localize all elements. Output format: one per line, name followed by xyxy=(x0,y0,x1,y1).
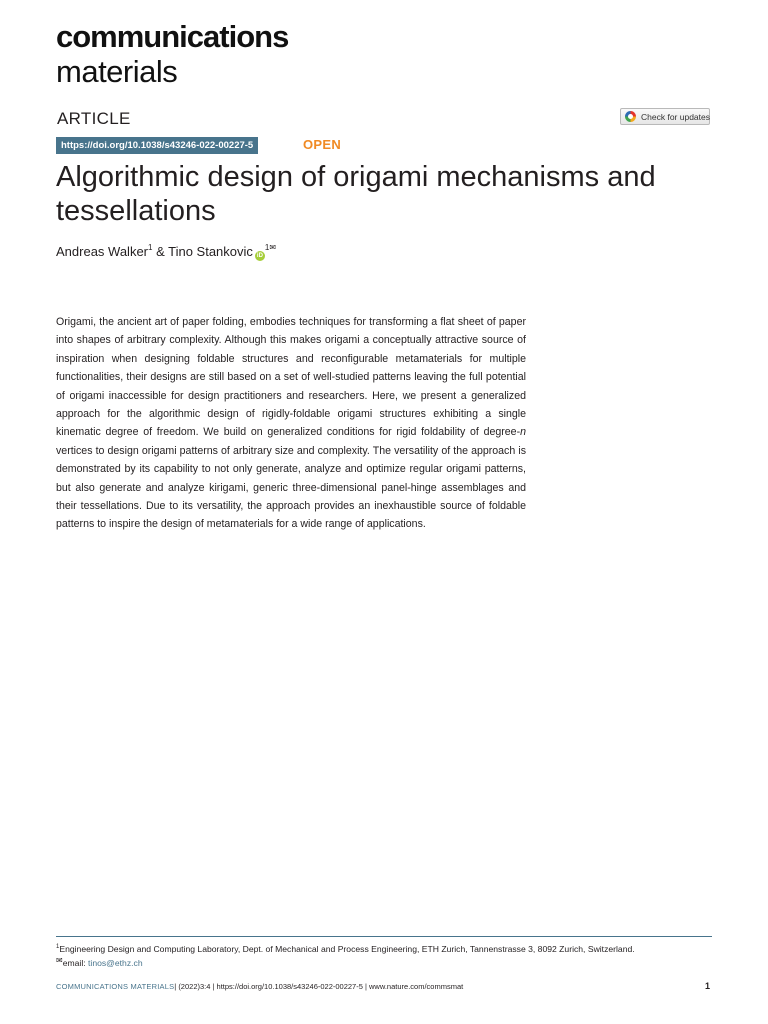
page-number: 1 xyxy=(705,981,711,991)
affiliation-text: Engineering Design and Computing Laboratory, Dept. of Mechanical and Process Engineering, ETH Zurich, Tannenstrasse 3, 8092 Zurich, Switzerland. xyxy=(59,944,635,954)
affiliation-footnote xyxy=(56,941,716,955)
abstract-italic-n: n xyxy=(520,426,526,439)
author-separator: & xyxy=(152,244,169,259)
footer-citation: | (2022)3:4 | https://doi.org/10.1038/s43246-022-00227-5 | www.nature.com/commsmat xyxy=(174,982,464,991)
check-for-updates-label: Check for updates xyxy=(641,111,710,122)
author-list xyxy=(56,243,276,261)
doi-badge-link[interactable]: https://doi.org/10.1038/s43246-022-00227-5 xyxy=(56,137,258,154)
orcid-icon[interactable]: iD xyxy=(256,253,263,259)
email-label: email: xyxy=(62,958,89,968)
email-footnote xyxy=(56,955,716,969)
open-access-label: OPEN xyxy=(303,137,342,152)
affiliation-footnote-marker: 1 xyxy=(56,944,60,950)
author-name[interactable]: Andreas Walker xyxy=(56,244,148,259)
affiliation-marker: 1 xyxy=(264,243,270,252)
journal-name-line2: materials xyxy=(56,54,178,89)
article-type-label: ARTICLE xyxy=(57,109,131,128)
crossmark-icon xyxy=(625,111,636,122)
footnote-divider xyxy=(56,936,712,937)
running-footer xyxy=(56,982,463,991)
abstract-part: Origami, the ancient art of paper folding, embodies techniques for transforming a flat sheet of paper into shapes of arbitrary complexity. Although this makes origami a conceptually attractive source of inspiration when designing foldable structures and reconfigurable metamaterials for multiple functionalities, their designs are still based on a set of well-studied patterns leaving the full potential of origami inaccessible for design practitioners and researchers. Here, we present a generalized approach for the algorithmic design of rigidly-foldable origami structures exhibiting a single kinematic degree of freedom. We build on generalized conditions for rigid foldability of degree- xyxy=(56,316,526,439)
author-name[interactable]: Tino Stankovic xyxy=(168,244,253,259)
mail-icon: ✉ xyxy=(56,956,63,965)
mail-icon[interactable]: ✉ xyxy=(269,243,277,252)
email-link[interactable]: tinos@ethz.ch xyxy=(88,958,143,968)
check-for-updates-button[interactable] xyxy=(620,108,710,125)
article-title: Algorithmic design of origami mechanisms and tessellations xyxy=(56,161,656,227)
affiliation-marker: 1 xyxy=(148,243,153,252)
footer-journal-name: COMMUNICATIONS MATERIALS xyxy=(56,982,175,991)
abstract-text xyxy=(56,313,526,534)
abstract-part: vertices to design origami patterns of arbitrary size and complexity. The versatility of the approach is demonstrated by its capability to not only generate, analyze and optimize regular origami patterns, but also generate and analyze kirigami, generic three-dimensional panel-hinge assemblages and their tessellations. Due to its versatility, the approach provides an inexhaustible source of foldable patterns to inspire the design of metamaterials for a wide range of applications. xyxy=(56,444,526,531)
journal-name-line1: communications xyxy=(56,19,289,54)
